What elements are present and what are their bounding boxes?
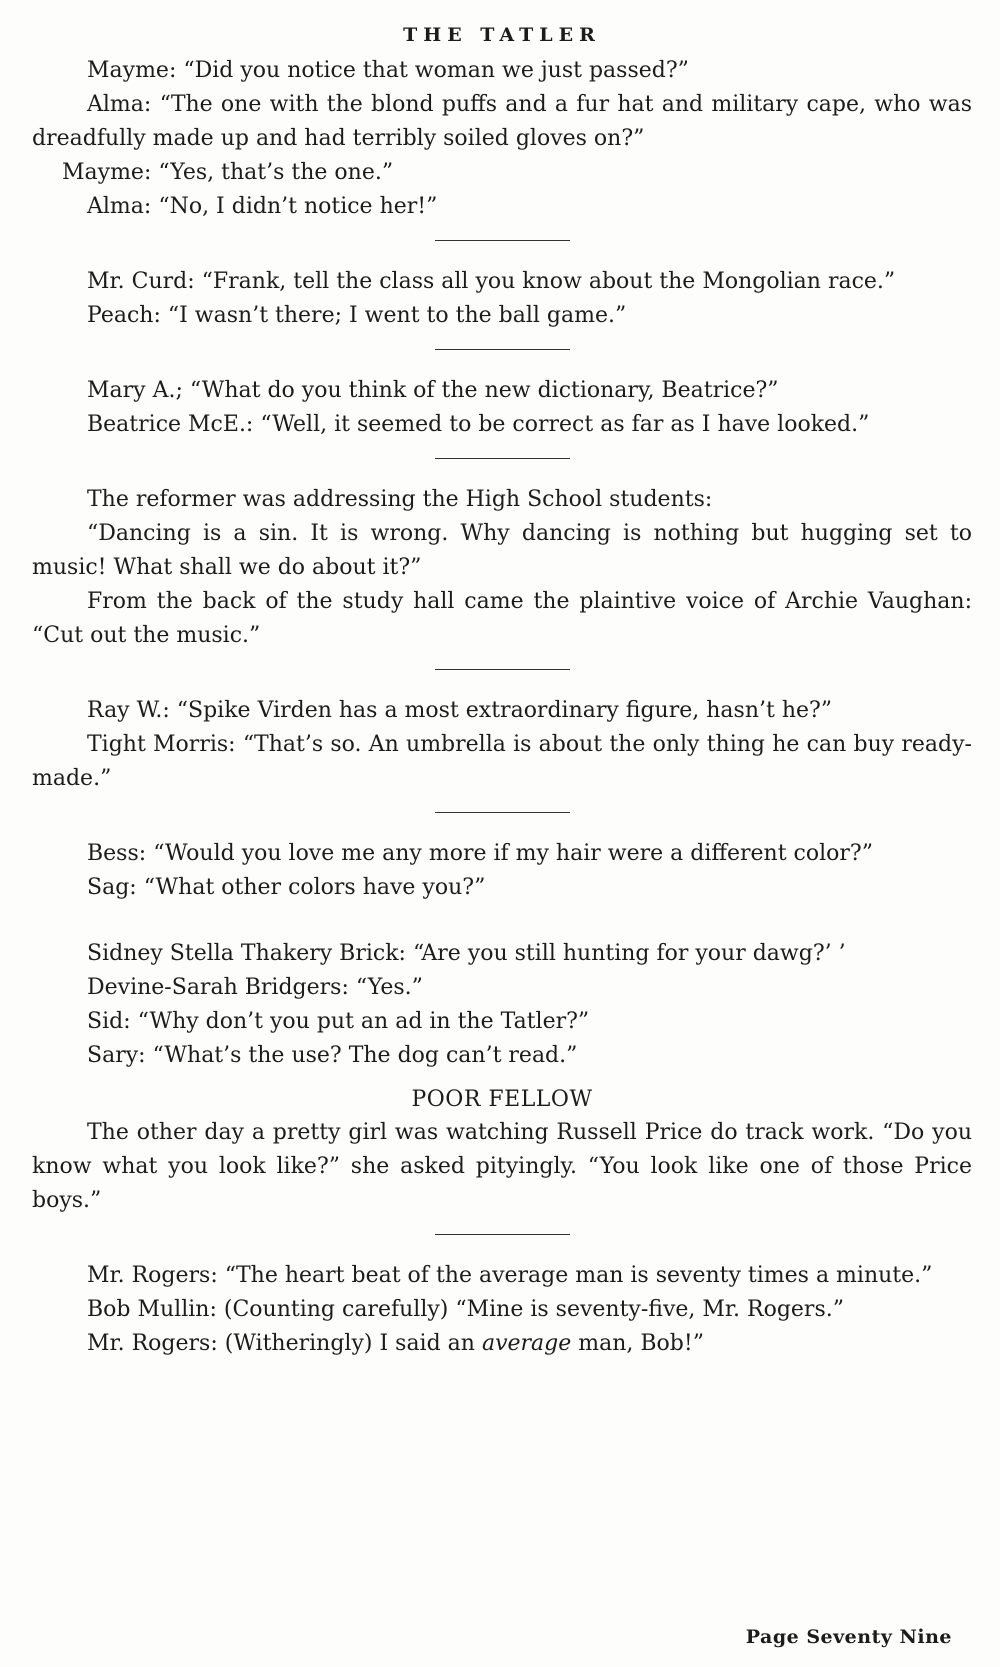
joke-block-4 [32,483,972,653]
joke-block-8 [32,1259,972,1361]
dialogue-line [32,88,972,156]
narration-line: From the back of the study hall came the plaintive voice of Archie Vaughan: “Cut out the music.” [32,589,972,648]
dialogue-line [32,299,972,333]
speaker-name: Mr. Curd: [87,269,195,294]
dialogue-text: “Are you still hunting for your dawg?’ ’ [412,941,846,966]
speaker-name: Sid: [87,1009,131,1034]
dialogue-text: “That’s so. An umbrella is about the only thing he can buy ready-made.” [32,732,972,791]
dialogue-text: “I wasn’t there; I went to the ball game.” [167,303,627,328]
narration-line: The reformer was addressing the High School students: [87,487,713,512]
section-divider [435,812,570,813]
dialogue-line [32,871,972,905]
speaker-name: Beatrice McE.: [87,412,254,437]
dialogue-line [32,837,972,871]
speaker-name: Peach: [87,303,161,328]
dialogue-line [32,937,972,971]
speaker-name: Sidney Stella Thakery Brick: [87,941,406,966]
speaker-name: Mayme: [62,160,152,185]
dialogue-text: “Yes, that’s the one.” [158,160,394,185]
speaker-name: Tight Morris: [87,732,236,757]
dialogue-line [32,408,972,442]
document-page [32,18,972,1648]
section-heading: POOR FELLOW [411,1087,593,1112]
speaker-name: Mayme: [87,58,177,83]
section-divider [435,669,570,670]
dialogue-text: “Why don’t you put an ad in the Tatler?” [137,1009,590,1034]
running-title: THE TATLER [403,24,601,46]
joke-block-7 [32,937,972,1073]
speaker-name: Bess: [87,841,147,866]
dialogue-line [32,694,972,728]
page-number: Page Seventy Nine [745,1626,952,1648]
poor-fellow-story [32,1116,972,1218]
joke-block-3 [32,374,972,442]
dialogue-text: “No, I didn’t notice her!” [158,194,438,219]
dialogue-text: “Would you love me any more if my hair were a different color?” [153,841,873,866]
joke-block-2 [32,265,972,333]
speaker-name: Mary A.; [87,378,183,403]
speaker-name: Mr. Rogers: [87,1331,218,1356]
dialogue-text: “What other colors have you?” [143,875,486,900]
dialogue-line [32,1293,972,1327]
dialogue-line [32,54,972,88]
dialogue-text: “What do you think of the new dictionary, Beatrice?” [189,378,779,403]
dialogue-text: “Yes.” [355,975,423,1000]
dialogue-text: “The one with the blond puffs and a fur hat and military cape, who was dreadfully made up and had terribly soiled gloves on?” [32,92,972,151]
dialogue-line [32,374,972,408]
dialogue-text: “Well, it seemed to be correct as far as I have looked.” [260,412,870,437]
dialogue-text: “Frank, tell the class all you know about the Mongolian race.” [201,269,896,294]
speaker-name: Alma: [87,194,152,219]
section-divider [435,1234,570,1235]
dialogue-text: “Spike Virden has a most extraordinary figure, hasn’t he?” [176,698,833,723]
dialogue-line [32,1259,972,1293]
dialogue-text: “What’s the use? The dog can’t read.” [152,1043,578,1068]
dialogue-line [32,1005,972,1039]
dialogue-line [32,156,972,190]
joke-block-1 [32,54,972,224]
emphasized-word: average [481,1331,572,1356]
joke-block-5 [32,694,972,796]
dialogue-text: (Witheringly) I said an [224,1331,482,1356]
speaker-name: Ray W.: [87,698,170,723]
speaker-name: Alma: [87,92,152,117]
dialogue-line [32,971,972,1005]
section-divider [435,458,570,459]
dialogue-line [32,1039,972,1073]
dialogue-line [32,1327,972,1361]
dialogue-line [32,728,972,796]
speaker-name: Sary: [87,1043,146,1068]
dialogue-line [32,190,972,224]
dialogue-text: “The heart beat of the average man is seventy times a minute.” [224,1263,933,1288]
narration-line: “Dancing is a sin. It is wrong. Why dancing is nothing but hugging set to music! What shall we do about it?” [32,521,972,580]
section-divider [435,349,570,350]
dialogue-text: (Counting carefully) “Mine is seventy-five, Mr. Rogers.” [223,1297,844,1322]
dialogue-text: “Did you notice that woman we just passed?” [183,58,689,83]
speaker-name: Devine-Sarah Bridgers: [87,975,349,1000]
story-paragraph: The other day a pretty girl was watching Russell Price do track work. “Do you know what you look like?” she asked pityingly. “You look like one of those Price boys.” [32,1120,972,1213]
spacer [32,905,972,937]
speaker-name: Mr. Rogers: [87,1263,218,1288]
section-divider [435,240,570,241]
joke-block-6 [32,837,972,905]
dialogue-line [32,265,972,299]
speaker-name: Bob Mullin: [87,1297,217,1322]
speaker-name: Sag: [87,875,137,900]
dialogue-text: man, Bob!” [571,1331,704,1356]
